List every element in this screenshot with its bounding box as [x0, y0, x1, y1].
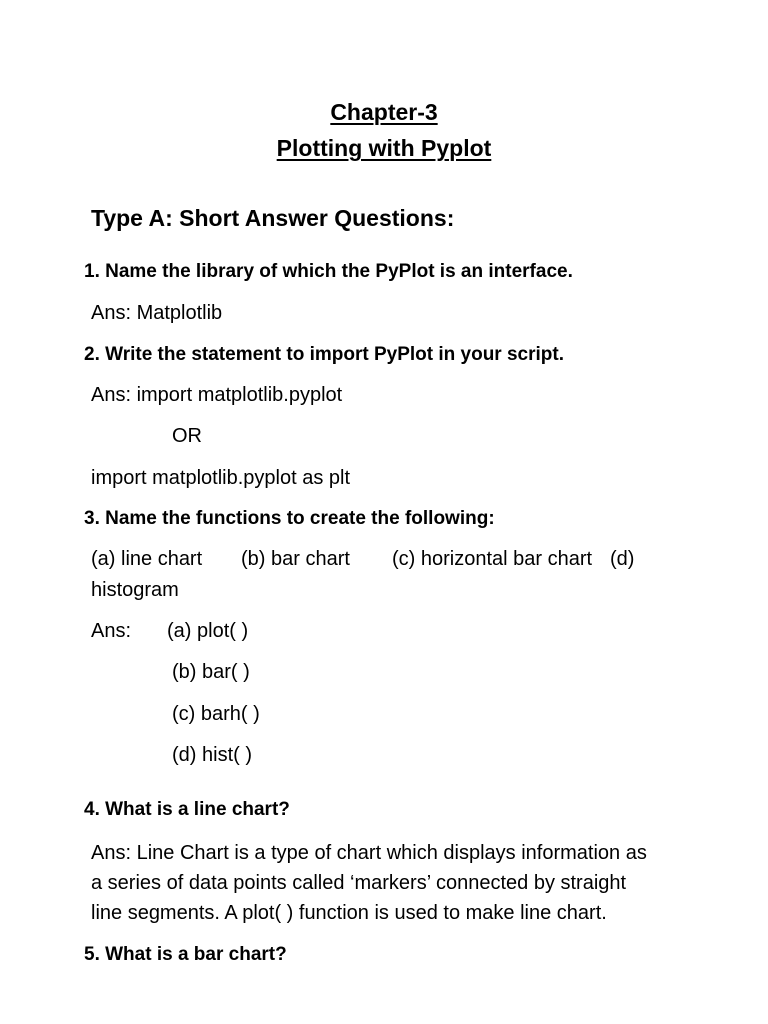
question-3: 3. Name the functions to create the following:	[84, 508, 495, 529]
q3-option-a: (a) line chart	[91, 548, 203, 570]
answer-2-or: OR	[172, 425, 202, 447]
q3-answer-label: Ans:	[91, 620, 132, 642]
q3-option-d: (d)	[610, 548, 635, 570]
q3-answer-b: (b) bar( )	[172, 661, 250, 683]
answer-4-line2: a series of data points called ‘markers’ connected by straight	[91, 872, 627, 894]
chapter-heading: Chapter-3	[330, 99, 438, 125]
question-4: 4. What is a line chart?	[84, 799, 290, 820]
answer-1: Ans: Matplotlib	[91, 302, 223, 324]
q3-answer-d: (d) hist( )	[172, 744, 252, 766]
question-2: 2. Write the statement to import PyPlot in your script.	[84, 344, 565, 365]
section-heading: Type A: Short Answer Questions:	[91, 205, 455, 231]
answer-4-line1: Ans: Line Chart is a type of chart which displays information as	[91, 842, 647, 864]
q3-answer-c: (c) barh( )	[172, 703, 260, 725]
q3-option-b: (b) bar chart	[241, 548, 350, 570]
answer-2-line2: import matplotlib.pyplot as plt	[91, 467, 351, 489]
answer-2-line1: Ans: import matplotlib.pyplot	[91, 384, 343, 406]
chapter-title: Plotting with Pyplot	[276, 135, 492, 161]
q3-answer-a: (a) plot( )	[167, 620, 249, 642]
answer-4-line3: line segments. A plot( ) function is used to make line chart.	[91, 902, 607, 924]
q3-option-c: (c) horizontal bar chart	[392, 548, 593, 570]
q3-option-d-cont: histogram	[91, 579, 179, 601]
question-1: 1. Name the library of which the PyPlot is an interface.	[84, 261, 573, 282]
question-5: 5. What is a bar chart?	[84, 944, 287, 965]
